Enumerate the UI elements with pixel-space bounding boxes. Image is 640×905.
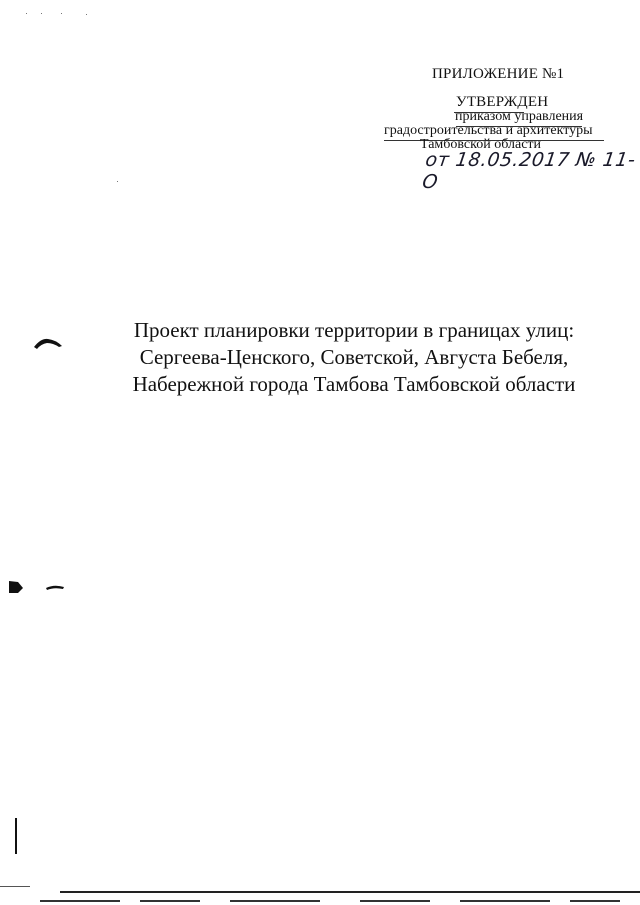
scan-dot [41, 13, 42, 14]
approval-region-line: Тамбовской области [420, 137, 542, 152]
scan-bottom-fragment [140, 900, 200, 902]
scan-bottom-fragment [230, 900, 320, 902]
scan-edge-line [15, 818, 17, 854]
binder-hole-mark [33, 336, 63, 350]
scan-bottom-edge [60, 891, 640, 893]
scan-bottom-fragment [570, 900, 620, 902]
binder-hole-mark [45, 584, 65, 590]
project-title [100, 317, 608, 398]
scan-dot [26, 13, 27, 14]
scan-bottom-fragment [0, 886, 30, 887]
project-title-line: Набережной города Тамбова Тамбовской области [132, 372, 576, 396]
scan-dot [117, 181, 118, 182]
handwritten-date: от 18.05.2017 № 11-О [420, 149, 637, 193]
binder-hole-mark [8, 580, 24, 594]
scan-bottom-fragment [40, 900, 120, 902]
approval-department-line: градостроительства и архитектуры [384, 123, 593, 138]
scan-bottom-fragment [460, 900, 550, 902]
scan-dot [61, 13, 62, 14]
project-title-line: Сергеева-Ценского, Советской, Августа Бебеля, [139, 345, 569, 369]
project-title-line: Проект планировки территории в границах улиц: [133, 318, 575, 342]
approval-order-line: приказом управления [455, 109, 584, 124]
scan-dot [86, 14, 87, 15]
appendix-title: ПРИЛОЖЕНИЕ №1 [432, 66, 565, 82]
scan-bottom-fragment [360, 900, 430, 902]
approved-heading: УТВЕРЖДЕН [456, 94, 549, 110]
